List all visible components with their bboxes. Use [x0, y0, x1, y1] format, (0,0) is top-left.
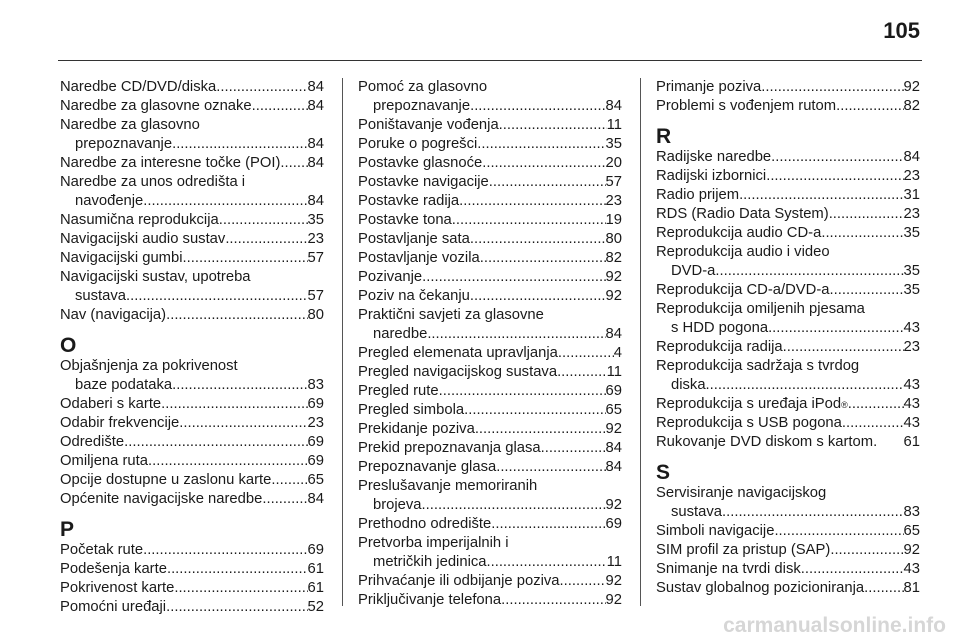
index-entry [60, 97, 324, 116]
index-entry [656, 167, 920, 186]
index-entry-text: Prepoznavanje glasa [358, 459, 497, 475]
index-entry [656, 281, 920, 300]
index-entry [358, 249, 622, 268]
index-entry-text: Poziv na čekanju [358, 288, 470, 304]
leader-dots [216, 78, 307, 97]
index-entry-text: Odredište [60, 434, 125, 450]
index-page-ref: 83 [307, 377, 324, 393]
leader-dots [166, 598, 307, 617]
index-entry-text: Pregled navigacijskog sustava [358, 364, 558, 380]
index-page-ref: 69 [605, 516, 622, 532]
index-entry [358, 268, 622, 287]
index-page-ref: 23 [903, 168, 920, 184]
index-page-ref: 81 [903, 580, 920, 596]
index-entry-text: Postavke tona [358, 212, 452, 228]
leader-dots [464, 401, 605, 420]
leader-dots [768, 319, 903, 338]
index-entry [656, 148, 920, 167]
leader-dots [183, 249, 308, 268]
index-entry-text: Omiljena ruta [60, 453, 148, 469]
leader-dots [252, 97, 308, 116]
index-page-ref: 84 [903, 149, 920, 165]
index-entry-text: Prihvaćanje ili odbijanje poziva [358, 573, 560, 589]
leader-dots [864, 579, 903, 598]
index-entry-text: diska [671, 377, 706, 393]
index-entry-text: Preslušavanje memoriranih [358, 478, 538, 494]
index-page-ref: 84 [307, 79, 324, 95]
leader-dots [501, 591, 605, 610]
leader-dots [219, 211, 308, 230]
index-entry [656, 541, 920, 560]
index-column-2 [358, 78, 622, 610]
index-entry-text: Podešenja karte [60, 561, 167, 577]
index-page-ref: 83 [903, 504, 920, 520]
index-page-ref: 65 [307, 472, 324, 488]
index-entry [358, 382, 622, 401]
index-entry-text: naredbe [373, 326, 428, 342]
leader-dots [783, 338, 904, 357]
leader-dots [459, 192, 605, 211]
index-entry-text: Naredbe za glasovno [60, 117, 200, 133]
index-entry-text: Navigacijski gumbi [60, 250, 183, 266]
leader-dots [167, 560, 308, 579]
leader-dots [276, 471, 308, 490]
leader-dots [452, 211, 606, 230]
leader-dots [761, 78, 903, 97]
index-page-ref: 82 [605, 250, 622, 266]
index-page-ref: 69 [307, 453, 324, 469]
index-page-ref: 61 [307, 580, 324, 596]
index-entry [60, 414, 324, 433]
leader-dots [836, 97, 903, 116]
index-entry-text: sustava [671, 504, 722, 520]
leader-dots [172, 376, 307, 395]
index-entry-text: prepoznavanje [75, 136, 173, 152]
leader-dots [126, 287, 308, 306]
index-entry-text: Pregled rute [358, 383, 439, 399]
index-entry-text: Pozivanje [358, 269, 423, 285]
index-entry-text: Reprodukcija audio CD-a [656, 225, 822, 241]
column-divider [640, 78, 641, 606]
leader-dots [482, 154, 605, 173]
index-entry [656, 243, 920, 281]
index-entry [656, 433, 920, 452]
leader-dots [480, 249, 606, 268]
index-entry-text: Objašnjenja za pokrivenost [60, 358, 238, 374]
leader-dots [766, 167, 903, 186]
index-page-ref: 92 [903, 79, 920, 95]
index-page-ref: 84 [307, 98, 324, 114]
leader-dots [172, 135, 307, 154]
leader-dots [541, 439, 606, 458]
index-page-ref: 65 [903, 523, 920, 539]
index-page-ref: 35 [903, 263, 920, 279]
index-page-ref: 57 [307, 250, 324, 266]
leader-dots [143, 541, 307, 560]
index-entry-text: Radijske naredbe [656, 149, 772, 165]
leader-dots [489, 173, 606, 192]
index-page-ref: 69 [307, 396, 324, 412]
leader-dots [166, 306, 307, 325]
index-entry [656, 224, 920, 243]
index-page-ref: 23 [605, 193, 622, 209]
index-entry-text: DVD-a [671, 263, 716, 279]
index-entry-text: Navigacijski sustav, upotreba [60, 269, 251, 285]
leader-dots [262, 490, 307, 509]
index-page-ref: 23 [307, 415, 324, 431]
leader-dots [174, 579, 307, 598]
index-entry [358, 363, 622, 382]
index-page-ref: 43 [903, 415, 920, 431]
index-entry-text: Reprodukcija omiljenih pjesama [656, 301, 865, 317]
index-letter-heading: O [60, 334, 77, 357]
index-entry [656, 300, 920, 338]
index-letter-heading: P [60, 518, 75, 541]
index-page-ref: 35 [903, 282, 920, 298]
page-number: 105 [883, 18, 920, 43]
index-entry-text: Pretvorba imperijalnih i [358, 535, 509, 551]
index-entry-text: prepoznavanje [373, 98, 471, 114]
index-entry [60, 490, 324, 509]
leader-dots [496, 458, 605, 477]
index-entry-text: Snimanje na tvrdi disk [656, 561, 801, 577]
index-entry-text: Sustav globalnog pozicioniranja [656, 580, 865, 596]
index-entry-text: sustava [75, 288, 126, 304]
index-entry-text: Reprodukcija CD-a/DVD-a [656, 282, 830, 298]
index-page-ref: 23 [307, 231, 324, 247]
index-page-ref: 65 [605, 402, 622, 418]
leader-dots [470, 97, 605, 116]
index-entry-text: Naredbe za glasovne oznake [60, 98, 252, 114]
index-page-ref: 80 [307, 307, 324, 323]
index-entry [656, 484, 920, 522]
index-entry-text: Naredbe za unos odredišta i [60, 174, 246, 190]
index-column-3 [656, 78, 920, 598]
index-page-ref: 69 [307, 542, 324, 558]
index-entry [358, 515, 622, 534]
index-entry-text: Reprodukcija sadržaja s tvrdog [656, 358, 860, 374]
index-page-ref: 11 [606, 117, 622, 133]
index-page-ref: 57 [605, 174, 622, 190]
index-page-ref: 43 [903, 320, 920, 336]
index-page-ref: 69 [307, 434, 324, 450]
index-entry [358, 439, 622, 458]
leader-dots [739, 186, 903, 205]
index-entry [358, 173, 622, 192]
index-entry-text: Nav (navigacija) [60, 307, 167, 323]
index-entry-text: Odabir frekvencije [60, 415, 180, 431]
index-page-ref: 84 [307, 136, 324, 152]
index-entry [656, 97, 920, 116]
index-entry [358, 211, 622, 230]
leader-dots [801, 560, 904, 579]
leader-dots [829, 205, 904, 224]
leader-dots [161, 395, 307, 414]
leader-dots [848, 395, 904, 414]
index-page-ref: 82 [903, 98, 920, 114]
index-entry [60, 78, 324, 97]
index-letter-heading: R [656, 125, 672, 148]
index-entry [60, 268, 324, 306]
index-entry-text: Naredbe za interesne točke (POI) [60, 155, 281, 171]
index-page-ref: 84 [605, 98, 622, 114]
index-entry-text: Reprodukcija s USB pogona [656, 415, 842, 431]
leader-dots [558, 344, 614, 363]
index-page-ref: 84 [605, 326, 622, 342]
index-entry [60, 249, 324, 268]
index-entry-text: Radijski izbornici [656, 168, 767, 184]
header-rule [58, 60, 922, 61]
index-entry-text: Prekidanje poziva [358, 421, 475, 437]
index-entry [60, 154, 324, 173]
index-page-ref: 52 [307, 599, 324, 615]
index-entry-text: RDS (Radio Data System) [656, 206, 829, 222]
index-entry-text: Rukovanje DVD diskom s kartom. [656, 434, 878, 450]
index-entry-text: Postavke radija [358, 193, 460, 209]
index-entry-text: Pomoć za glasovno [358, 79, 488, 95]
index-entry-text: Prethodno odredište [358, 516, 492, 532]
index-entry [60, 395, 324, 414]
index-page-ref: 23 [903, 339, 920, 355]
index-page-ref: 11 [606, 364, 622, 380]
leader-dots [774, 522, 903, 541]
index-entry-text: baze podataka [75, 377, 173, 393]
index-page-ref: 57 [307, 288, 324, 304]
index-page-ref: 4 [613, 345, 622, 361]
leader-dots [722, 503, 904, 522]
leader-dots [427, 325, 605, 344]
index-entry-text: s HDD pogona [671, 320, 769, 336]
index-entry-text: brojeva [373, 497, 422, 513]
index-page-ref: 43 [903, 561, 920, 577]
index-page-ref: 43 [903, 396, 920, 412]
index-entry-text: Reprodukcija audio i video [656, 244, 830, 260]
index-entry [358, 458, 622, 477]
index-entry-text: Postavljanje vozila [358, 250, 480, 266]
index-entry [656, 414, 920, 433]
leader-dots [470, 287, 606, 306]
leader-dots [491, 515, 605, 534]
index-entry-text: Postavke glasnoće [358, 155, 483, 171]
index-page-ref: 35 [307, 212, 324, 228]
leader-dots [124, 433, 307, 452]
index-page-ref: 84 [307, 193, 324, 209]
index-page-ref: 92 [903, 542, 920, 558]
leader-dots [771, 148, 903, 167]
index-letter-heading: S [656, 461, 671, 484]
index-entry [60, 211, 324, 230]
index-entry-text: Pomoćni uređaji [60, 599, 167, 615]
index-page-ref: 84 [307, 155, 324, 171]
index-entry-text: Reprodukcija radija [656, 339, 783, 355]
index-entry-text: Prekid prepoznavanja glasa [358, 440, 541, 456]
index-page-ref: 84 [605, 440, 622, 456]
index-page-ref: 31 [903, 187, 920, 203]
index-page-ref: 92 [605, 288, 622, 304]
index-column-1 [60, 78, 324, 617]
index-entry [358, 572, 622, 591]
leader-dots [715, 262, 903, 281]
leader-dots [842, 414, 904, 433]
index-entry-text: Poništavanje vođenja [358, 117, 499, 133]
index-entry [358, 78, 622, 116]
index-entry-text: Reprodukcija s uređaja iPod [656, 396, 842, 412]
index-entry [656, 522, 920, 541]
index-entry [358, 534, 622, 572]
index-entry [358, 591, 622, 610]
watermark: carmanualsonline.info [723, 614, 946, 637]
index-entry-text: SIM profil za pristup (SAP) [656, 542, 831, 558]
leader-dots [225, 230, 307, 249]
index-entry [656, 338, 920, 357]
leader-dots [422, 268, 605, 287]
index-entry [60, 357, 324, 395]
index-entry-text: Pregled elemenata upravljanja [358, 345, 558, 361]
index-entry [60, 306, 324, 325]
index-entry-text: Poruke o pogrešci [358, 136, 478, 152]
index-entry-text: Postavljanje sata [358, 231, 470, 247]
leader-dots [422, 496, 606, 515]
index-entry [358, 401, 622, 420]
index-entry-text: Pregled simbola [358, 402, 465, 418]
leader-dots [560, 572, 606, 591]
index-entry [60, 560, 324, 579]
index-entry [60, 579, 324, 598]
index-entry [60, 116, 324, 154]
leader-dots [470, 230, 606, 249]
index-entry [60, 471, 324, 490]
index-entry [656, 560, 920, 579]
leader-dots [486, 553, 606, 572]
index-entry-text: Priključivanje telefona [358, 592, 502, 608]
index-entry [358, 477, 622, 515]
index-entry-text: Radio prijem [656, 187, 740, 203]
index-entry: Reprodukcija s uređaja iPod ® ..... 43 [656, 395, 920, 414]
index-entry [358, 116, 622, 135]
index-page-ref: 35 [903, 225, 920, 241]
index-page-ref: 92 [605, 573, 622, 589]
index-entry-text: Simboli navigacije [656, 523, 775, 539]
index-page-ref: 92 [605, 269, 622, 285]
index-entry [358, 306, 622, 344]
index-entry-text: Pokrivenost karte [60, 580, 175, 596]
index-entry [358, 420, 622, 439]
index-entry-text: metričkih jedinica [373, 554, 487, 570]
index-entry [656, 78, 920, 97]
index-page-ref: 43 [903, 377, 920, 393]
leader-dots [499, 116, 607, 135]
index-entry-text: Odaberi s karte [60, 396, 162, 412]
index-entry [60, 433, 324, 452]
index-entry-text: Problemi s vođenjem rutom [656, 98, 837, 114]
index-entry-text: Servisiranje navigacijskog [656, 485, 827, 501]
index-entry [60, 598, 324, 617]
index-page-ref: 92 [605, 421, 622, 437]
leader-dots [439, 382, 606, 401]
index-entry [656, 186, 920, 205]
index-page-ref: 23 [903, 206, 920, 222]
index-page-ref: 92 [605, 497, 622, 513]
leader-dots [557, 363, 607, 382]
leader-dots [179, 414, 307, 433]
index-entry-text: Opcije dostupne u zaslonu karte. [60, 472, 276, 488]
index-entry [656, 357, 920, 395]
index-entry [358, 135, 622, 154]
index-page-ref: 80 [605, 231, 622, 247]
leader-dots [477, 135, 605, 154]
leader-dots [706, 376, 904, 395]
index-entry [60, 230, 324, 249]
index-page-ref: 69 [605, 383, 622, 399]
leader-dots [830, 281, 904, 300]
index-entry [60, 541, 324, 560]
index-entry [358, 192, 622, 211]
index-entry-text: Postavke navigacije [358, 174, 489, 190]
index-entry-text: Općenite navigacijske naredbe [60, 491, 263, 507]
index-entry [358, 344, 622, 363]
index-entry [358, 154, 622, 173]
leader-dots [821, 224, 903, 243]
index-entry-text: Primanje poziva [656, 79, 762, 95]
index-page-ref: 61 [307, 561, 324, 577]
index-entry-text: Navigacijski audio sustav [60, 231, 226, 247]
leader-dots [280, 154, 307, 173]
leader-dots [143, 192, 307, 211]
leader-dots [475, 420, 606, 439]
index-entry [358, 230, 622, 249]
index-entry-text: Naredbe CD/DVD/diska [60, 79, 217, 95]
index-entry [656, 579, 920, 598]
index-page-ref: 84 [307, 491, 324, 507]
index-page-ref: 20 [605, 155, 622, 171]
index-entry [358, 287, 622, 306]
index-entry [60, 173, 324, 211]
column-divider [342, 78, 343, 606]
index-entry-text: Nasumična reprodukcija [60, 212, 219, 228]
index-page-ref: 35 [605, 136, 622, 152]
index-entry [656, 205, 920, 224]
index-entry-text: Početak rute [60, 542, 144, 558]
index-page-ref: 92 [605, 592, 622, 608]
index-page-ref: 61 [903, 434, 920, 450]
index-page-ref: 84 [605, 459, 622, 475]
index-entry [60, 452, 324, 471]
index-entry-text: Praktični savjeti za glasovne [358, 307, 544, 323]
index-entry-text: navođenje [75, 193, 144, 209]
leader-dots [148, 452, 308, 471]
index-page-ref: 11 [606, 554, 622, 570]
leader-dots [830, 541, 903, 560]
index-page-ref: 19 [605, 212, 622, 228]
